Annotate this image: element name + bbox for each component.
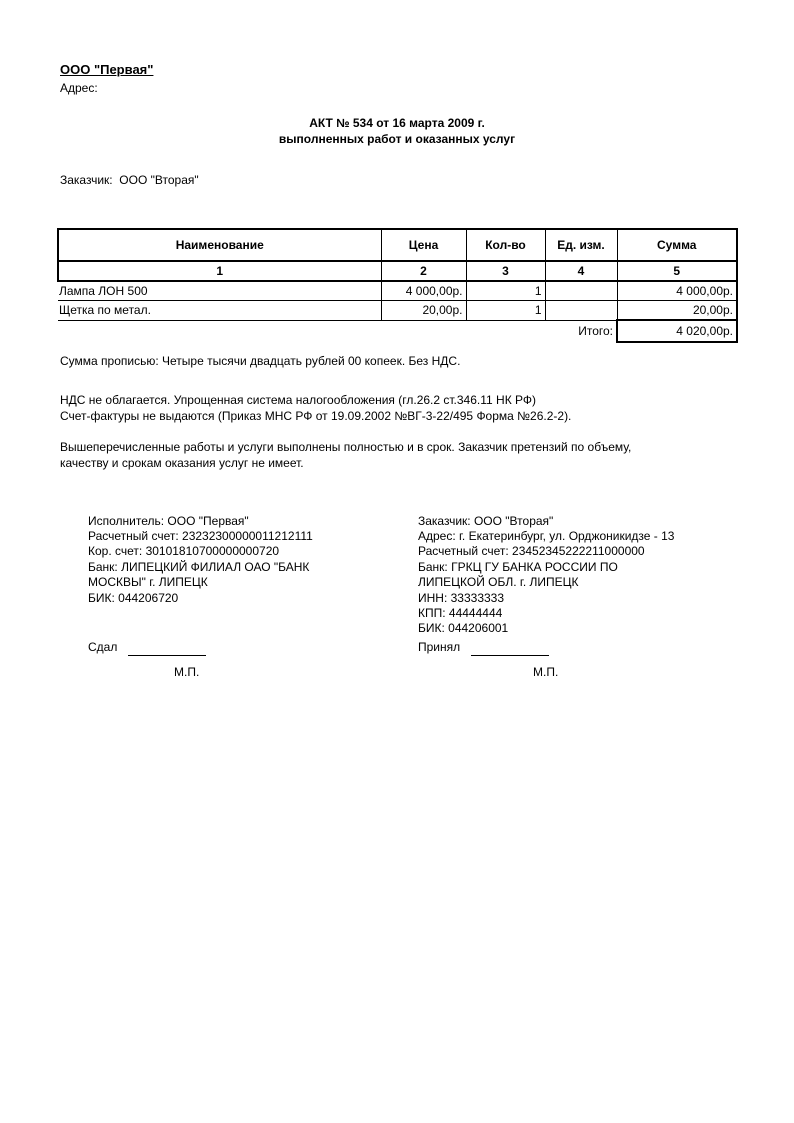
document-subtitle: выполненных работ и оказанных услуг bbox=[278, 132, 516, 146]
executor-line: Банк: ЛИПЕЦКИЙ ФИЛИАЛ ОАО "БАНК bbox=[88, 560, 310, 574]
table-total-row bbox=[58, 320, 737, 342]
customer-line bbox=[60, 173, 199, 188]
total-value: 4 020,00р. bbox=[617, 320, 737, 342]
client-stamp: М.П. bbox=[533, 665, 559, 679]
executor-sign-label: Сдал bbox=[88, 640, 118, 654]
item-unit bbox=[545, 281, 617, 301]
column-number: 1 bbox=[58, 261, 381, 281]
executor-stamp: М.П. bbox=[174, 665, 200, 679]
items-table bbox=[57, 228, 738, 343]
client-line: ЛИПЕЦКОЙ ОБЛ. г. ЛИПЕЦК bbox=[418, 575, 579, 589]
item-price: 20,00р. bbox=[381, 301, 466, 321]
vat-note: НДС не облагается. Упрощенная система налогообложения (гл.26.2 ст.346.11 НК РФ) bbox=[60, 393, 537, 407]
document-title: АКТ № 534 от 16 марта 2009 г. bbox=[309, 116, 485, 130]
item-name: Лампа ЛОН 500 bbox=[58, 281, 381, 301]
completion-statement: качеству и срокам оказания услуг не имеет. bbox=[60, 456, 304, 470]
header-unit: Ед. изм. bbox=[545, 229, 617, 261]
header-name: Наименование bbox=[58, 229, 381, 261]
invoice-note: Счет-фактуры не выдаются (Приказ МНС РФ от 19.09.2002 №ВГ-3-22/495 Форма №26.2-2). bbox=[60, 409, 572, 423]
amount-in-words: Сумма прописью: Четыре тысячи двадцать рублей 00 копеек. Без НДС. bbox=[60, 354, 461, 368]
client-sign-label: Принял bbox=[418, 640, 461, 654]
item-name: Щетка по метал. bbox=[58, 301, 381, 321]
executor-line: МОСКВЫ" г. ЛИПЕЦК bbox=[88, 575, 208, 589]
executor-signature-line bbox=[128, 655, 206, 656]
client-line: Банк: ГРКЦ ГУ БАНКА РОССИИ ПО bbox=[418, 560, 618, 574]
column-number: 5 bbox=[617, 261, 737, 281]
header-price: Цена bbox=[381, 229, 466, 261]
column-number: 3 bbox=[466, 261, 545, 281]
client-line: БИК: 044206001 bbox=[418, 621, 509, 635]
supplier-address-label: Адрес: bbox=[60, 81, 98, 95]
table-row bbox=[58, 281, 737, 301]
item-qty: 1 bbox=[466, 301, 545, 321]
column-number: 2 bbox=[381, 261, 466, 281]
client-line: ИНН: 33333333 bbox=[418, 591, 505, 605]
client-signature-line bbox=[471, 655, 549, 656]
table-row bbox=[58, 301, 737, 321]
item-unit bbox=[545, 301, 617, 321]
column-number: 4 bbox=[545, 261, 617, 281]
item-price: 4 000,00р. bbox=[381, 281, 466, 301]
executor-line: Кор. счет: 30101810700000000720 bbox=[88, 544, 280, 558]
executor-line: Расчетный счет: 23232300000011212111 bbox=[88, 529, 313, 543]
header-sum: Сумма bbox=[617, 229, 737, 261]
item-sum: 4 000,00р. bbox=[617, 281, 737, 301]
item-qty: 1 bbox=[466, 281, 545, 301]
executor-line: БИК: 044206720 bbox=[88, 591, 179, 605]
customer-label: Заказчик: bbox=[60, 173, 113, 187]
completion-statement: Вышеперечисленные работы и услуги выполнены полностью и в срок. Заказчик претензий по объему, bbox=[60, 440, 632, 454]
item-sum: 20,00р. bbox=[617, 301, 737, 321]
table-header-row bbox=[58, 229, 737, 261]
client-line: Расчетный счет: 23452345222211000000 bbox=[418, 544, 645, 558]
table-column-numbers bbox=[58, 261, 737, 281]
client-line: Адрес: г. Екатеринбург, ул. Орджоникидзе - 13 bbox=[418, 529, 675, 543]
executor-line: Исполнитель: ООО "Первая" bbox=[88, 514, 249, 528]
supplier-name: ООО "Первая" bbox=[60, 62, 154, 77]
client-line: Заказчик: ООО "Вторая" bbox=[418, 514, 554, 528]
client-line: КПП: 44444444 bbox=[418, 606, 503, 620]
customer-value: ООО "Вторая" bbox=[119, 173, 199, 187]
header-qty: Кол-во bbox=[466, 229, 545, 261]
total-label: Итого: bbox=[466, 320, 617, 342]
